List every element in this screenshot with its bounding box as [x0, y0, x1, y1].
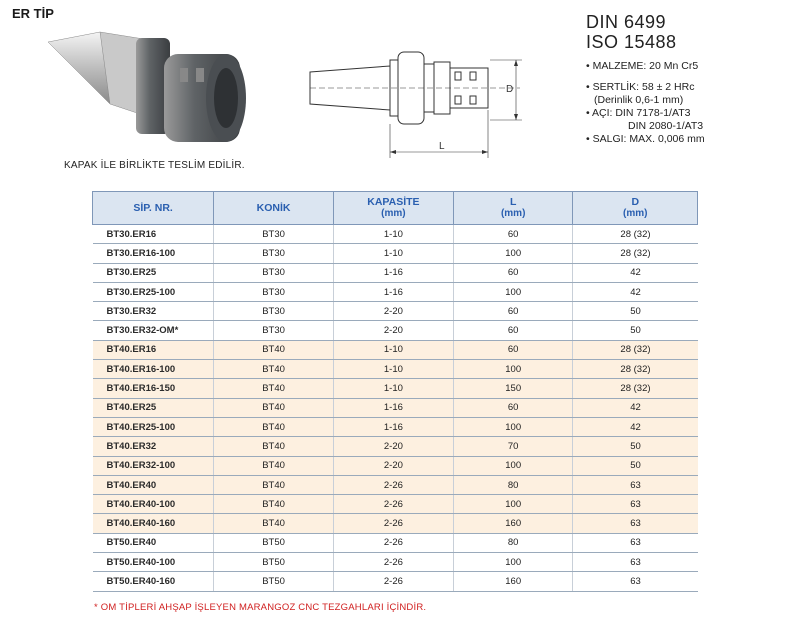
taper-cell: BT40 — [214, 456, 334, 475]
order-no-cell: BT30.ER32 — [93, 302, 214, 321]
diameter-cell: 63 — [573, 572, 698, 591]
capacity-cell: 2-20 — [333, 321, 453, 340]
diameter-cell: 28 (32) — [573, 379, 698, 398]
taper-cell: BT30 — [214, 263, 334, 282]
table-row — [93, 340, 698, 359]
table-row — [93, 302, 698, 321]
length-cell: 100 — [453, 244, 573, 263]
capacity-cell: 2-26 — [333, 533, 453, 552]
table-row — [93, 475, 698, 494]
spec-material: • MALZEME: 20 Mn Cr5 — [586, 60, 699, 72]
taper-cell: BT40 — [214, 437, 334, 456]
taper-cell: BT50 — [214, 533, 334, 552]
spec-angle: • AÇI: DIN 7178-1/AT3 — [586, 107, 691, 119]
taper-cell: BT40 — [214, 495, 334, 514]
capacity-cell: 2-26 — [333, 553, 453, 572]
table-row — [93, 379, 698, 398]
taper-cell: BT50 — [214, 553, 334, 572]
diameter-cell: 42 — [573, 417, 698, 436]
order-no-cell: BT50.ER40 — [93, 533, 214, 552]
capacity-cell: 1-16 — [333, 263, 453, 282]
table-row — [93, 553, 698, 572]
diameter-cell: 28 (32) — [573, 360, 698, 379]
taper-cell: BT30 — [214, 302, 334, 321]
capacity-cell: 1-16 — [333, 282, 453, 301]
order-no-cell: BT30.ER25-100 — [93, 282, 214, 301]
diameter-cell: 63 — [573, 553, 698, 572]
table-row — [93, 321, 698, 340]
diameter-cell: 63 — [573, 533, 698, 552]
taper-cell: BT30 — [214, 321, 334, 340]
diameter-cell: 63 — [573, 475, 698, 494]
length-cell: 100 — [453, 456, 573, 475]
length-cell: 100 — [453, 553, 573, 572]
capacity-cell: 2-26 — [333, 572, 453, 591]
capacity-cell: 1-10 — [333, 225, 453, 244]
product-table — [92, 191, 698, 592]
header-diameter: D (mm) — [573, 192, 698, 225]
length-cell: 150 — [453, 379, 573, 398]
capacity-cell: 2-26 — [333, 475, 453, 494]
capacity-cell: 2-26 — [333, 495, 453, 514]
drawing-label-d: D — [506, 84, 514, 95]
header-taper: KONİK — [214, 192, 334, 225]
order-no-cell: BT30.ER32-OM* — [93, 321, 214, 340]
standard-iso: ISO 15488 — [586, 32, 677, 52]
capacity-cell: 2-20 — [333, 437, 453, 456]
diameter-cell: 42 — [573, 282, 698, 301]
order-no-cell: BT40.ER25-100 — [93, 417, 214, 436]
capacity-cell: 1-10 — [333, 360, 453, 379]
length-cell: 60 — [453, 340, 573, 359]
taper-cell: BT30 — [214, 282, 334, 301]
order-no-cell: BT30.ER25 — [93, 263, 214, 282]
table-row — [93, 456, 698, 475]
diameter-cell: 28 (32) — [573, 244, 698, 263]
order-no-cell: BT40.ER40 — [93, 475, 214, 494]
spec-angle-2: DIN 2080-1/AT3 — [628, 120, 704, 132]
order-no-cell: BT30.ER16 — [93, 225, 214, 244]
order-no-cell: BT40.ER16-100 — [93, 360, 214, 379]
capacity-cell: 1-10 — [333, 379, 453, 398]
capacity-cell: 1-10 — [333, 340, 453, 359]
capacity-cell: 1-16 — [333, 417, 453, 436]
header-length: L (mm) — [453, 192, 573, 225]
taper-cell: BT40 — [214, 417, 334, 436]
diameter-cell: 63 — [573, 514, 698, 533]
order-no-cell: BT40.ER25 — [93, 398, 214, 417]
table-header-row — [93, 192, 698, 225]
standard-din: DIN 6499 — [586, 12, 667, 32]
length-cell: 160 — [453, 514, 573, 533]
length-cell: 60 — [453, 225, 573, 244]
table-row — [93, 244, 698, 263]
length-cell: 60 — [453, 398, 573, 417]
order-no-cell: BT40.ER40-160 — [93, 514, 214, 533]
order-no-cell: BT50.ER40-160 — [93, 572, 214, 591]
taper-cell: BT30 — [214, 225, 334, 244]
footnote: * OM TİPLERİ AHŞAP İŞLEYEN MARANGOZ CNC TEZGAHLARI İÇİNDİR. — [94, 602, 427, 613]
taper-cell: BT40 — [214, 475, 334, 494]
table-row — [93, 225, 698, 244]
length-cell: 60 — [453, 263, 573, 282]
order-no-cell: BT40.ER16-150 — [93, 379, 214, 398]
drawing-label-l: L — [439, 141, 445, 152]
order-no-cell: BT50.ER40-100 — [93, 553, 214, 572]
capacity-cell: 2-20 — [333, 302, 453, 321]
spec-panel — [586, 12, 781, 146]
capacity-cell: 1-10 — [333, 244, 453, 263]
diameter-cell: 50 — [573, 456, 698, 475]
table-row — [93, 417, 698, 436]
length-cell: 100 — [453, 360, 573, 379]
length-cell: 80 — [453, 475, 573, 494]
order-no-cell: BT40.ER40-100 — [93, 495, 214, 514]
length-cell: 100 — [453, 495, 573, 514]
table-row — [93, 360, 698, 379]
table-body — [93, 225, 698, 592]
diameter-cell: 28 (32) — [573, 340, 698, 359]
order-no-cell: BT40.ER32 — [93, 437, 214, 456]
order-no-cell: BT40.ER32-100 — [93, 456, 214, 475]
table-row — [93, 533, 698, 552]
diameter-cell: 50 — [573, 437, 698, 456]
length-cell: 100 — [453, 282, 573, 301]
spec-runout: • SALGI: MAX. 0,006 mm — [586, 133, 705, 145]
tool-holder-photo — [40, 24, 260, 150]
header-order-no: SİP. NR. — [93, 192, 214, 225]
page-title: ER TİP — [12, 6, 54, 21]
table-row — [93, 514, 698, 533]
length-cell: 70 — [453, 437, 573, 456]
diameter-cell: 28 (32) — [573, 225, 698, 244]
length-cell: 60 — [453, 321, 573, 340]
order-no-cell: BT30.ER16-100 — [93, 244, 214, 263]
table-row — [93, 263, 698, 282]
spec-hardness-depth: (Derinlik 0,6-1 mm) — [594, 94, 684, 106]
length-cell: 160 — [453, 572, 573, 591]
diameter-cell: 50 — [573, 302, 698, 321]
taper-cell: BT40 — [214, 379, 334, 398]
length-cell: 60 — [453, 302, 573, 321]
spec-list — [586, 60, 781, 146]
capacity-cell: 1-16 — [333, 398, 453, 417]
capacity-cell: 2-26 — [333, 514, 453, 533]
length-cell: 100 — [453, 417, 573, 436]
taper-cell: BT50 — [214, 572, 334, 591]
diameter-cell: 63 — [573, 495, 698, 514]
diameter-cell: 50 — [573, 321, 698, 340]
table-row — [93, 437, 698, 456]
length-cell: 80 — [453, 533, 573, 552]
taper-cell: BT40 — [214, 360, 334, 379]
technical-drawing — [300, 40, 530, 160]
order-no-cell: BT40.ER16 — [93, 340, 214, 359]
table-row — [93, 282, 698, 301]
taper-cell: BT30 — [214, 244, 334, 263]
taper-cell: BT40 — [214, 398, 334, 417]
taper-cell: BT40 — [214, 340, 334, 359]
header-capacity: KAPASİTE (mm) — [333, 192, 453, 225]
delivery-note: KAPAK İLE BİRLİKTE TESLİM EDİLİR. — [64, 160, 245, 171]
table-row — [93, 398, 698, 417]
capacity-cell: 2-20 — [333, 456, 453, 475]
table-row — [93, 572, 698, 591]
spec-hardness: • SERTLİK: 58 ± 2 HRc — [586, 81, 695, 93]
diameter-cell: 42 — [573, 398, 698, 417]
table-row — [93, 495, 698, 514]
taper-cell: BT40 — [214, 514, 334, 533]
diameter-cell: 42 — [573, 263, 698, 282]
